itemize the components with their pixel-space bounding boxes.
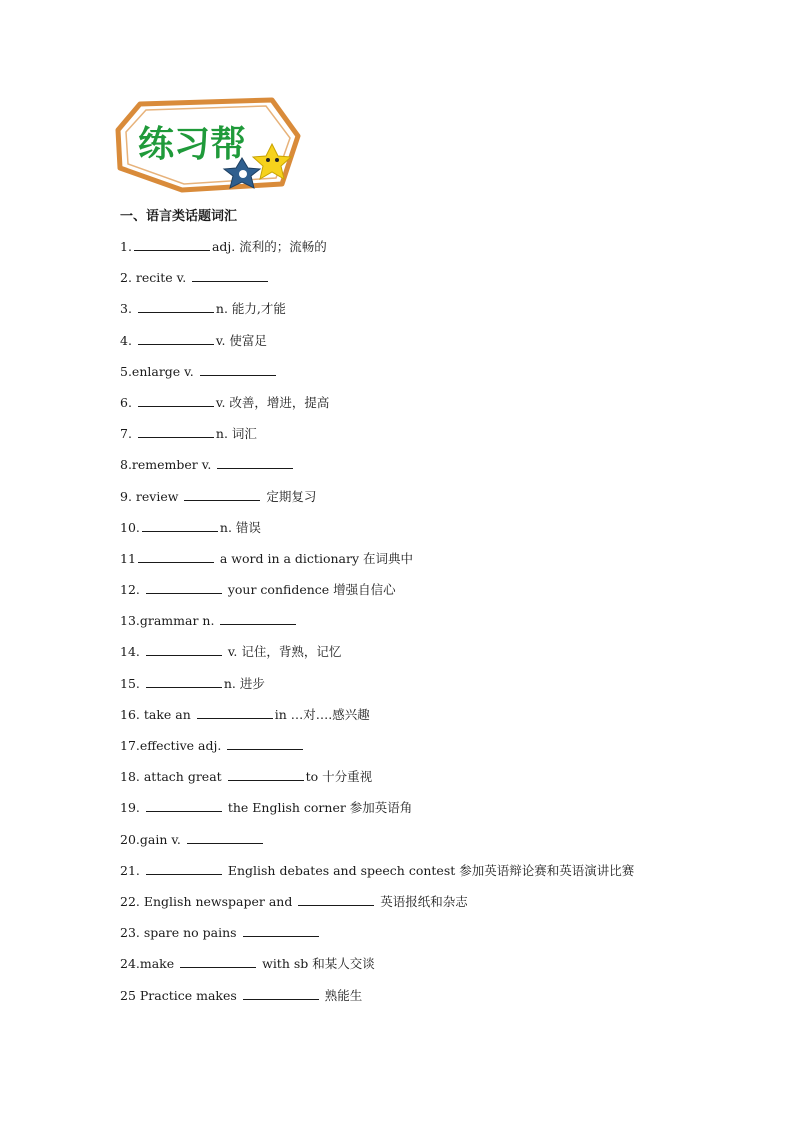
exercise-item	[120, 953, 700, 984]
exercise-item	[120, 673, 700, 704]
logo	[112, 96, 304, 196]
exercise-item	[120, 517, 700, 548]
answer-blank[interactable]	[146, 674, 222, 688]
answer-blank[interactable]	[184, 487, 260, 501]
item-suffix: v. 改善，增进，提高	[215, 394, 330, 410]
answer-blank[interactable]	[138, 549, 214, 563]
exercise-item	[120, 797, 700, 828]
item-prefix: 3.	[120, 301, 136, 317]
exercise-item	[120, 704, 700, 735]
answer-blank[interactable]	[142, 518, 218, 532]
answer-blank[interactable]	[298, 892, 374, 906]
exercise-item	[120, 891, 700, 922]
item-prefix: 14.	[120, 644, 144, 660]
item-prefix: 12.	[120, 582, 144, 598]
exercise-item	[120, 454, 700, 485]
item-prefix: 6.	[120, 394, 136, 410]
exercise-item	[120, 486, 700, 517]
exercise-item	[120, 392, 700, 423]
item-prefix: 2. recite v.	[120, 270, 191, 286]
exercise-item	[120, 829, 700, 860]
item-suffix: 熟能生	[320, 987, 363, 1003]
item-prefix: 24.make	[120, 956, 179, 972]
item-prefix: 20.gain v.	[120, 831, 185, 847]
item-prefix: 18. attach great	[120, 769, 226, 785]
item-suffix: in …对….感兴趣	[274, 706, 370, 722]
answer-blank[interactable]	[146, 642, 222, 656]
item-suffix: n. 错误	[219, 519, 261, 535]
answer-blank[interactable]	[138, 331, 214, 345]
item-suffix: n. 能力,才能	[215, 301, 286, 317]
answer-blank[interactable]	[192, 268, 268, 282]
exercise-item	[120, 330, 700, 361]
exercise-item	[120, 860, 700, 891]
item-prefix: 25 Practice makes	[120, 987, 241, 1003]
item-suffix: adj. 流利的；流畅的	[211, 239, 327, 254]
item-suffix: a word in a dictionary 在词典中	[215, 550, 413, 566]
item-suffix: the English corner 参加英语角	[223, 800, 413, 816]
item-prefix: 13.grammar n.	[120, 613, 219, 629]
item-prefix: 21.	[120, 862, 144, 878]
item-prefix: 4.	[120, 332, 136, 348]
answer-blank[interactable]	[138, 299, 214, 313]
answer-blank[interactable]	[243, 986, 319, 1000]
exercise-item	[120, 423, 700, 454]
answer-blank[interactable]	[146, 861, 222, 875]
answer-blank[interactable]	[187, 830, 263, 844]
exercise-item	[120, 922, 700, 953]
answer-blank[interactable]	[220, 611, 296, 625]
item-prefix: 9. review	[120, 488, 183, 504]
answer-blank[interactable]	[200, 362, 276, 376]
exercise-item	[120, 267, 700, 298]
item-suffix: English debates and speech contest 参加英语辩论赛和英语演讲比赛	[223, 862, 635, 878]
item-suffix: your confidence 增强自信心	[223, 582, 396, 598]
item-prefix: 22. English newspaper and	[120, 893, 297, 909]
item-suffix: v. 使富足	[215, 332, 267, 348]
item-suffix: 定期复习	[262, 488, 317, 504]
answer-blank[interactable]	[217, 455, 293, 469]
item-suffix: 英语报纸和杂志	[376, 893, 468, 909]
exercise-item	[120, 579, 700, 610]
item-suffix: with sb 和某人交谈	[258, 956, 375, 972]
item-prefix: 7.	[120, 426, 136, 442]
item-prefix: 5.enlarge v.	[120, 363, 198, 379]
answer-blank[interactable]	[138, 393, 214, 407]
item-prefix: 19.	[120, 800, 144, 816]
logo-text: 练习帮	[138, 124, 247, 165]
answer-blank[interactable]	[243, 923, 319, 937]
item-prefix: 17.effective adj.	[120, 738, 226, 753]
item-suffix: to 十分重视	[305, 769, 373, 785]
item-prefix: 10.	[120, 519, 140, 535]
exercise-item	[120, 610, 700, 641]
item-prefix: 8.remember v.	[120, 457, 216, 473]
item-prefix: 23. spare no pains	[120, 925, 241, 941]
section-title: 一、语言类话题词汇	[120, 209, 238, 224]
answer-blank[interactable]	[146, 580, 222, 594]
answer-blank[interactable]	[138, 424, 214, 438]
item-prefix: 11	[120, 550, 136, 566]
answer-blank[interactable]	[146, 798, 222, 812]
exercise-item	[120, 361, 700, 392]
item-prefix: 15.	[120, 675, 144, 691]
item-prefix: 1.	[120, 239, 132, 254]
logo-badge-icon	[112, 96, 304, 196]
exercise-item	[120, 236, 700, 267]
exercise-item	[120, 985, 700, 1016]
item-suffix: v. 记住，背熟，记忆	[223, 644, 342, 660]
item-prefix: 16. take an	[120, 706, 195, 722]
exercise-list	[120, 236, 700, 1016]
answer-blank[interactable]	[180, 954, 256, 968]
exercise-item	[120, 548, 700, 579]
exercise-item	[120, 735, 700, 766]
exercise-item	[120, 298, 700, 329]
answer-blank[interactable]	[134, 237, 210, 251]
answer-blank[interactable]	[228, 767, 304, 781]
answer-blank[interactable]	[197, 705, 273, 719]
exercise-item	[120, 766, 700, 797]
item-suffix: n. 词汇	[215, 426, 257, 442]
item-suffix: n. 进步	[223, 675, 265, 691]
exercise-item	[120, 641, 700, 672]
answer-blank[interactable]	[227, 736, 303, 750]
